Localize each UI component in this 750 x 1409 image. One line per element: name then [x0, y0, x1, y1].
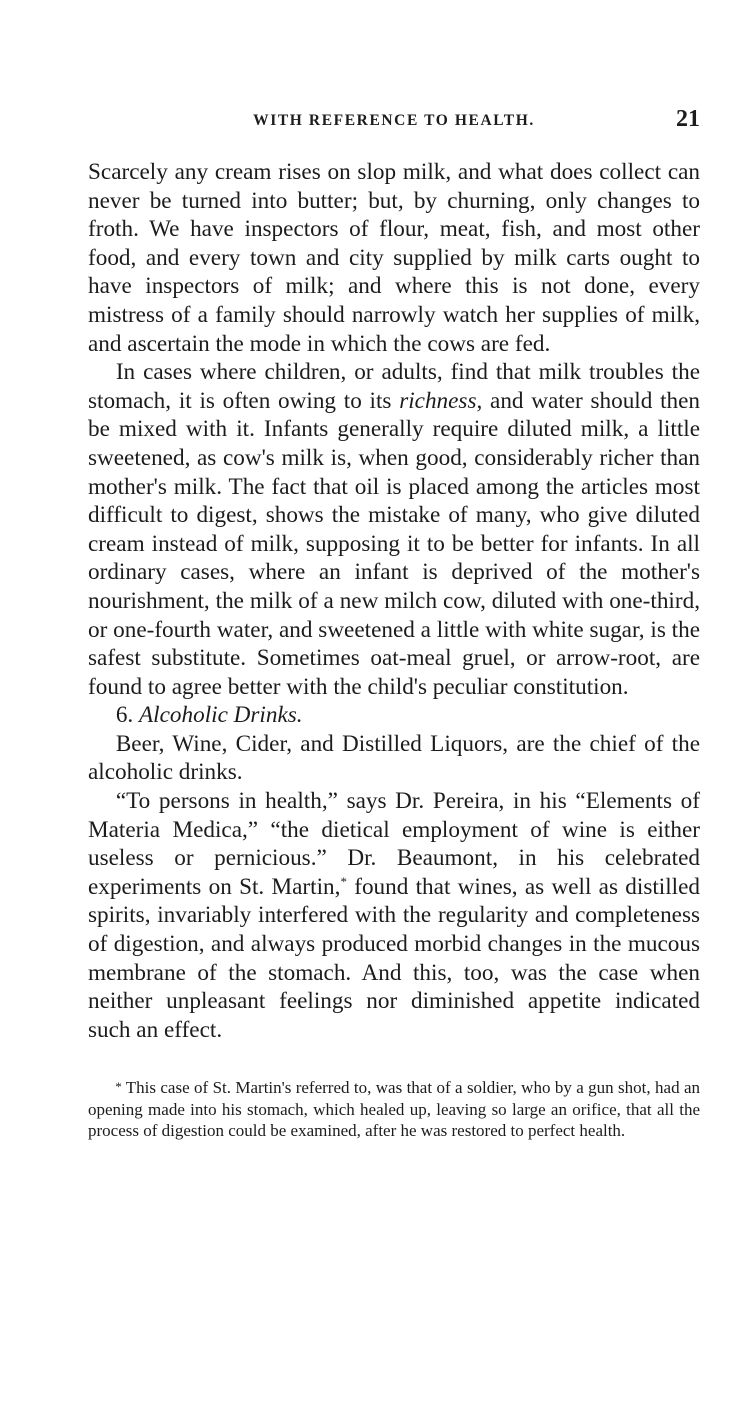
paragraph-milk-richness	[88, 358, 700, 701]
footnote-reference-mark: *	[340, 873, 347, 889]
paragraph-slop-milk: Scarcely any cream rises on slop milk, and what does collect can never be turned into butter; but, by churning, only changes to froth. We have inspectors of flour, meat, fish, and most other food, and every town and city supplied by milk carts ought to have inspectors of milk; and where this is not done, every mistress of a family should narrowly watch her supplies of milk, and ascertain the mode in which the cows are fed.	[88, 159, 700, 357]
running-title: WITH REFERENCE TO HEALTH.	[253, 112, 535, 129]
footnote-text: This case of St. Martin's referred to, was that of a soldier, who by a gun shot, had an opening made into his stomach, which healed up, leaving so large an orifice, that all the process of digestion could be examined, after he was restored to perfect health.	[88, 1078, 700, 1141]
footnote-spacer	[88, 1044, 700, 1076]
footnote-paragraph	[88, 1076, 700, 1142]
emphasis-richness: richness	[399, 387, 477, 414]
paragraph-text: In cases where children, or adults, find that milk troubles the stomach, it is often owing to its	[88, 359, 700, 414]
footnote	[88, 1076, 700, 1142]
section-number: 6.	[115, 702, 134, 729]
book-page	[88, 106, 700, 1142]
paragraph-text: found that wines, as well as distilled spirits, invariably interfered with the regularity and completeness of digestion, and always produced morbid changes in the mucous membrane of the stomach. And this, too, was the case when neither unpleasant feelings nor diminished appetite indicated such an effect.	[88, 873, 700, 1043]
body-text	[88, 158, 700, 1044]
section-heading	[88, 701, 700, 730]
page-number: 21	[676, 106, 700, 132]
paragraph-pereira-beaumont	[88, 787, 700, 1044]
footnote-mark: *	[115, 1079, 122, 1095]
section-title: Alcoholic Drinks.	[139, 702, 303, 729]
paragraph-text: , and water should then be mixed with it. Infants generally require diluted milk, a little sweetened, as cow's milk is, when good, considerably richer than mother's milk. The fact that oil is placed among the articles most difficult to digest, shows the mistake of many, who give diluted cream instead of milk, supposing it to be better for infants. In all ordinary cases, where an infant is deprived of the mother's nourishment, the milk of a new milch cow, diluted with one-third, or one-fourth water, and sweetened a little with white sugar, is the safest substitute. Sometimes oat-meal gruel, or arrow-root, are found to agree better with the child's peculiar constitution.	[88, 387, 700, 700]
paragraph-alcoholic-drinks: Beer, Wine, Cider, and Distilled Liquors, are the chief of the alcoholic drinks.	[88, 730, 700, 786]
paragraph-text: “To persons in health,” says Dr. Pereira, in his “Elements of Materia Medica,” “the dietical employment of wine is either useless or pernicious.” Dr. Beaumont, in his celebrated experiments on St. Martin,	[88, 788, 700, 900]
running-head	[88, 106, 700, 140]
